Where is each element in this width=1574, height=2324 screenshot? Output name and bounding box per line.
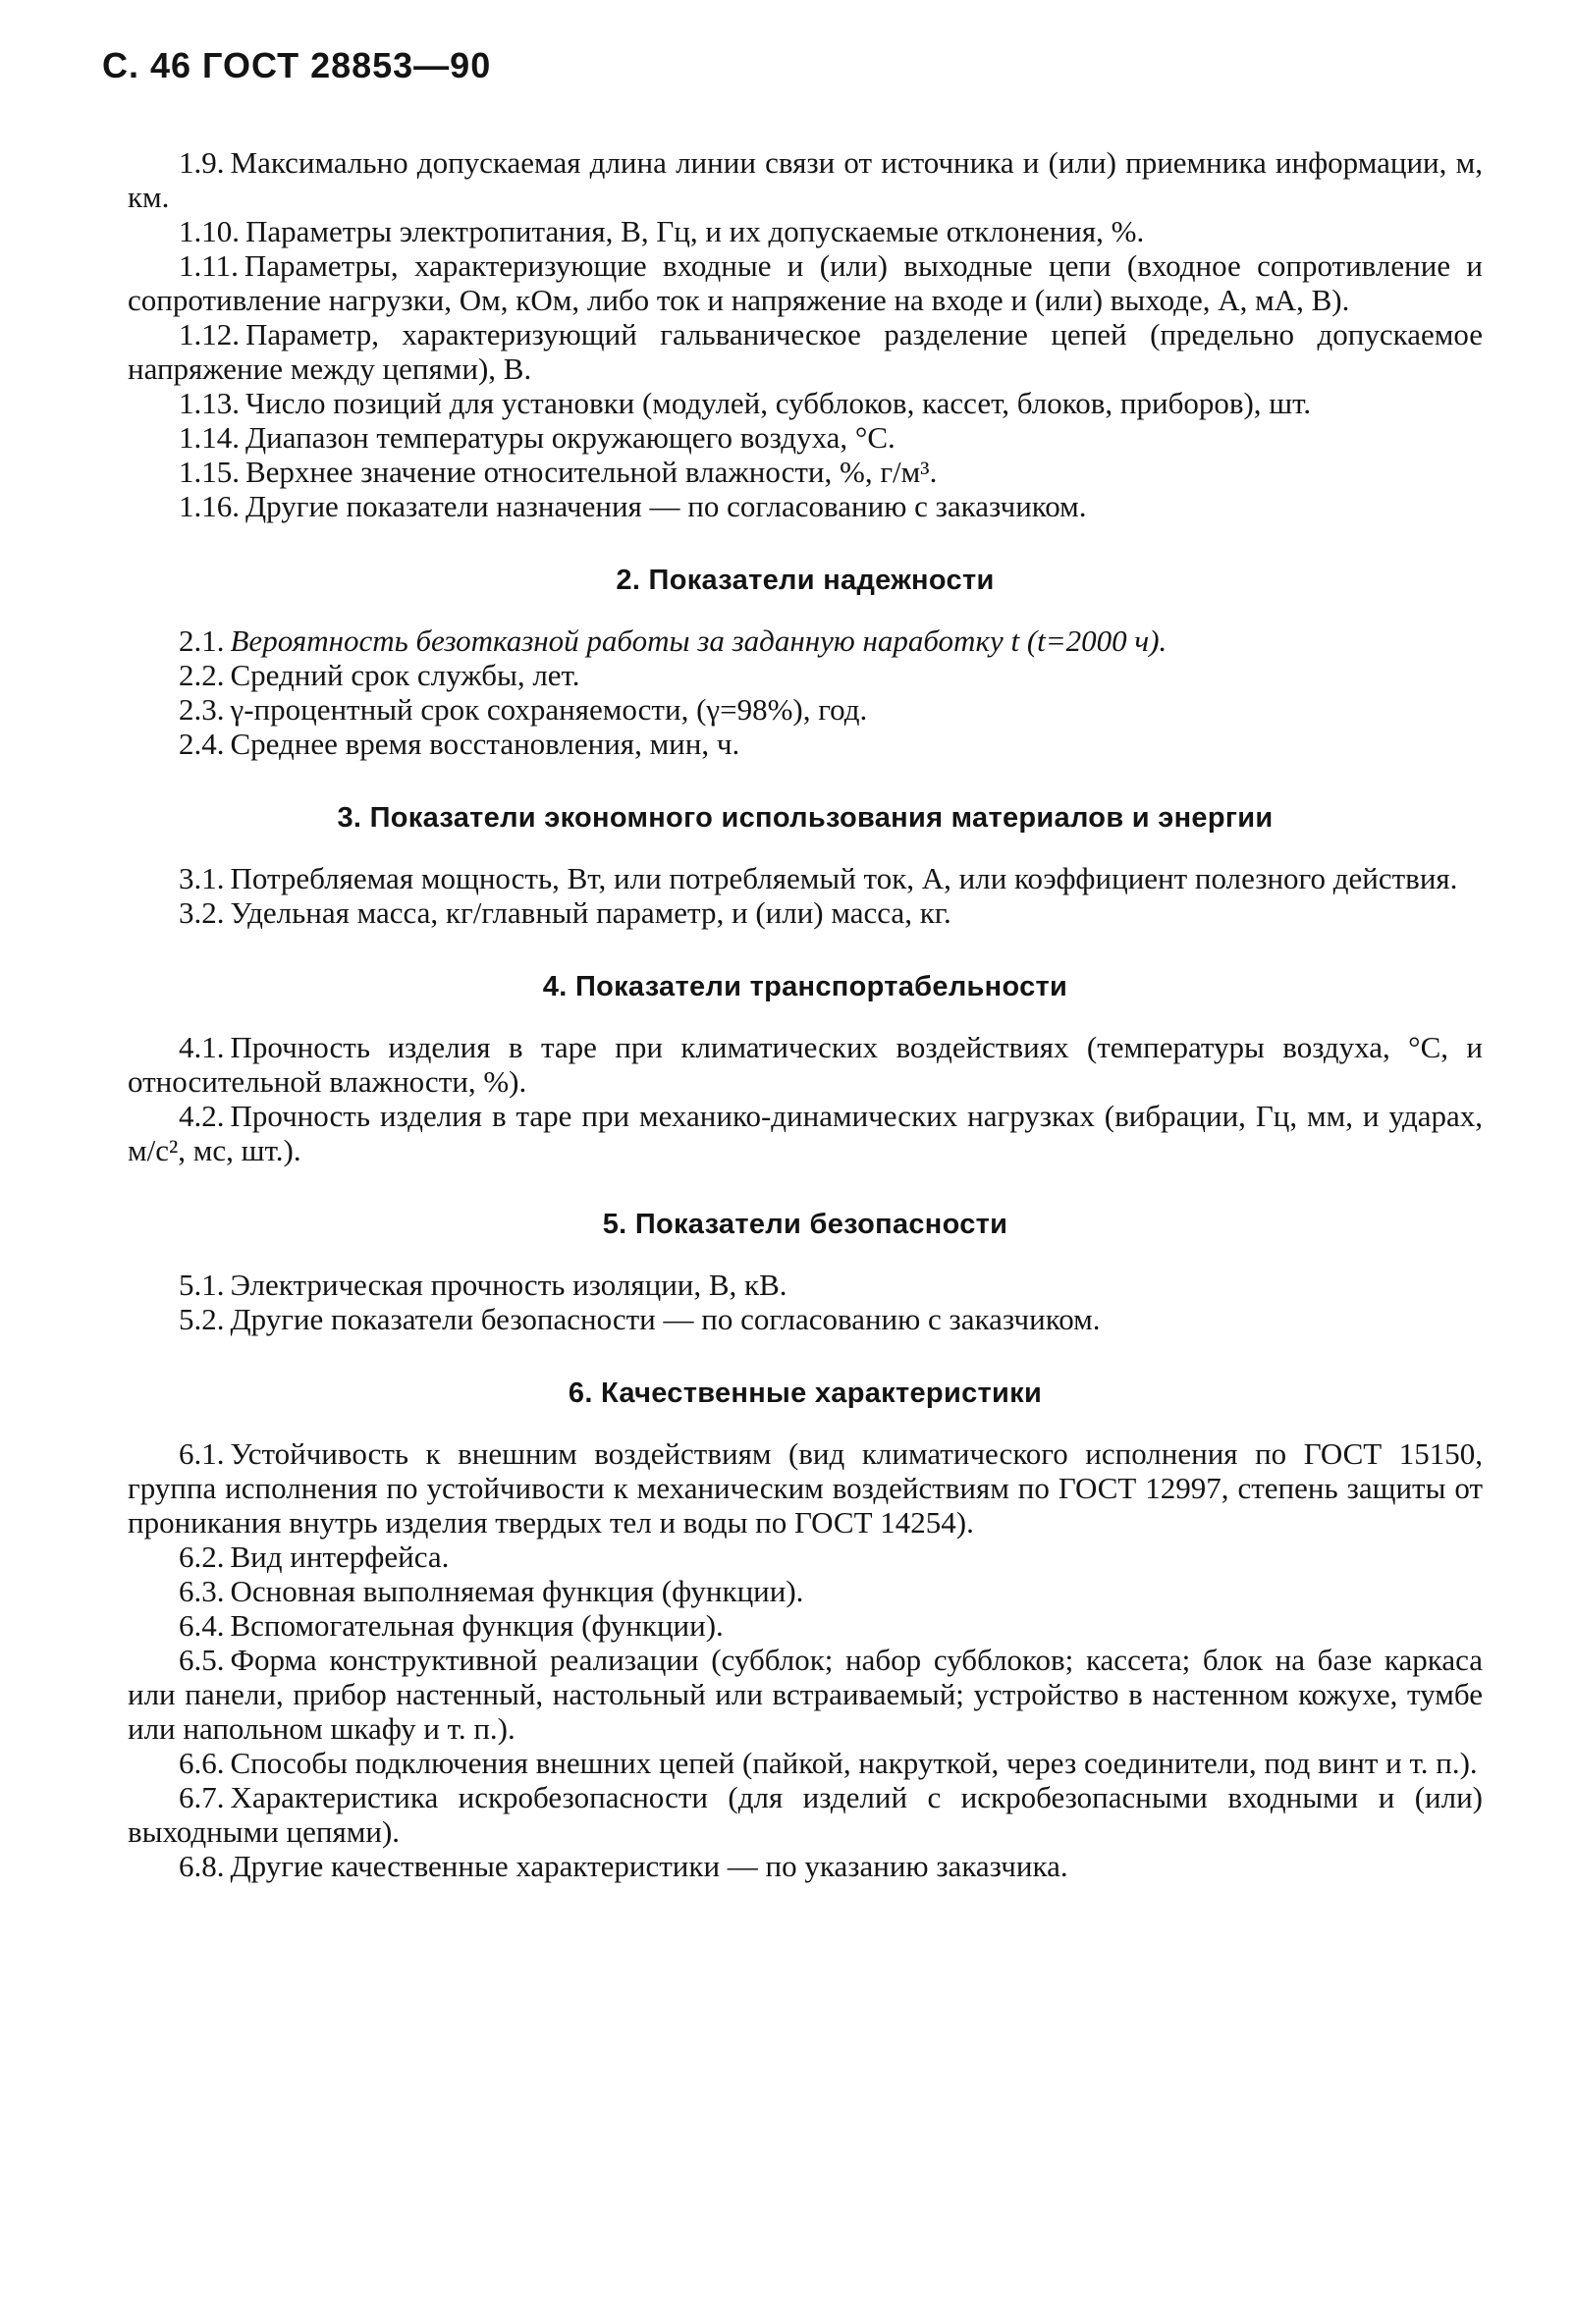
clause-number: 1.12. [179, 317, 240, 351]
clause-number: 2.2. [179, 658, 225, 692]
clause-text: Верхнее значение относительной влажности, %, г/м³. [245, 455, 938, 489]
clause-number: 1.10. [179, 214, 240, 248]
clause-5-1 [128, 1268, 1483, 1302]
clause-number: 5.2. [179, 1302, 225, 1336]
clause-text: Прочность изделия в таре при климатических воздействиях (температуры воздуха, °С, и относительной влажности, %). [128, 1030, 1483, 1099]
clause-number: 6.2. [179, 1540, 225, 1574]
clause-text: Основная выполняемая функция (функции). [230, 1574, 804, 1608]
clause-3-1 [128, 861, 1483, 895]
clause-number: 2.1. [179, 623, 225, 658]
clause-6-6 [128, 1746, 1483, 1780]
clause-1-14 [128, 420, 1483, 455]
clause-text: Прочность изделия в таре при механико-динамических нагрузках (вибрации, Гц, мм, и ударах, м/с², мс, шт.). [128, 1099, 1483, 1167]
clause-1-9 [128, 145, 1483, 214]
clause-2-2 [128, 658, 1483, 692]
section-economy [128, 800, 1483, 930]
clause-number: 5.1. [179, 1268, 225, 1302]
clause-text: Параметр, характеризующий гальваническое разделение цепей (предельно допускаемое напряжение между цепями), В. [128, 317, 1483, 386]
clause-text: Диапазон температуры окружающего воздуха, °С. [245, 420, 896, 455]
section-safety [128, 1207, 1483, 1336]
clause-text: Характеристика искробезопасности (для изделий с искробезопасными входными и (или) выходными цепями). [128, 1780, 1483, 1849]
clause-1-15 [128, 455, 1483, 489]
clause-number: 1.14. [179, 420, 240, 455]
clause-text: Способы подключения внешних цепей (пайкой, накруткой, через соединители, под винт и т. п.). [230, 1746, 1478, 1780]
clause-1-10 [128, 214, 1483, 248]
section-title: 3. Показатели экономного использования материалов и энергии [337, 802, 1274, 834]
section-title: 2. Показатели надежности [616, 565, 995, 596]
clause-number: 6.5. [179, 1643, 225, 1677]
clause-4-1 [128, 1030, 1483, 1099]
clause-text: Другие показатели назначения — по согласованию с заказчиком. [245, 489, 1087, 523]
clause-number: 6.8. [179, 1849, 225, 1883]
section-title: 5. Показатели безопасности [602, 1209, 1008, 1240]
clause-text: Форма конструктивной реализации (субблок; набор субблоков; кассета; блок на базе каркаса или панели, прибор настенный, настольный или встраиваемый; устройство в настенном кожухе, тумбе или напольном шкафу и т. п.). [128, 1643, 1483, 1746]
clause-text: Вероятность безотказной работы за заданную наработку t (t=2000 ч). [230, 623, 1167, 658]
clause-1-12 [128, 317, 1483, 386]
clause-6-1 [128, 1436, 1483, 1540]
clause-text: Среднее время восстановления, мин, ч. [230, 727, 740, 761]
clause-number: 1.15. [179, 455, 240, 489]
clause-6-5 [128, 1643, 1483, 1746]
section-reliability [128, 563, 1483, 761]
clause-2-4 [128, 727, 1483, 761]
clause-number: 3.2. [179, 895, 225, 930]
clause-number: 2.3. [179, 692, 225, 727]
clause-text: Устойчивость к внешним воздействиям (вид климатического исполнения по ГОСТ 15150, группа исполнения по устойчивости к механическим воздействиям по ГОСТ 12997, степень защиты от проникания внутрь изделия твердых тел и воды по ГОСТ 14254). [128, 1436, 1483, 1540]
clause-1-11 [128, 248, 1483, 317]
clause-number: 1.9. [179, 145, 225, 180]
clause-number: 1.11. [179, 248, 239, 283]
section-title: 4. Показатели транспортабельности [542, 971, 1068, 1002]
clause-number: 1.13. [179, 386, 240, 420]
clause-text: Параметры, характеризующие входные и (или) выходные цепи (входное сопротивление и сопротивление нагрузки, Ом, кОм, либо ток и напряжение на входе и (или) выходе, А, мА, В). [128, 248, 1483, 317]
clause-number: 4.1. [179, 1030, 225, 1064]
clause-number: 3.1. [179, 861, 225, 895]
clause-number: 6.6. [179, 1746, 225, 1780]
clause-6-3 [128, 1574, 1483, 1608]
clause-6-7 [128, 1780, 1483, 1849]
section-title: 6. Качественные характеристики [568, 1378, 1043, 1409]
clause-5-2 [128, 1302, 1483, 1336]
clause-text: Параметры электропитания, В, Гц, и их допускаемые отклонения, %. [245, 214, 1145, 248]
clause-text: Средний срок службы, лет. [230, 658, 580, 692]
section-purpose-indicators [128, 145, 1483, 523]
section-transportability [128, 969, 1483, 1167]
clause-number: 6.1. [179, 1436, 225, 1471]
clause-text: Максимально допускаемая длина линии связи от источника и (или) приемника информации, м, км. [128, 145, 1483, 214]
clause-text: Число позиций для установки (модулей, субблоков, кассет, блоков, приборов), шт. [245, 386, 1312, 420]
clause-4-2 [128, 1099, 1483, 1167]
clause-text: Удельная масса, кг/главный параметр, и (или) масса, кг. [230, 895, 951, 930]
clause-text: Электрическая прочность изоляции, В, кВ. [230, 1268, 787, 1302]
clause-2-3 [128, 692, 1483, 727]
clause-3-2 [128, 895, 1483, 930]
clause-text: Вид интерфейса. [230, 1540, 450, 1574]
clause-1-16 [128, 489, 1483, 523]
clause-text: Вспомогательная функция (функции). [230, 1608, 724, 1643]
clause-number: 6.7. [179, 1780, 225, 1814]
clause-text: Другие качественные характеристики — по указанию заказчика. [230, 1849, 1068, 1883]
clause-number: 6.3. [179, 1574, 225, 1608]
clause-number: 4.2. [179, 1099, 225, 1133]
clause-2-1 [128, 623, 1483, 658]
clause-number: 2.4. [179, 727, 225, 761]
clause-text: Другие показатели безопасности — по согласованию с заказчиком. [230, 1302, 1101, 1336]
clause-6-4 [128, 1608, 1483, 1643]
clause-6-8 [128, 1849, 1483, 1883]
clause-number: 1.16. [179, 489, 240, 523]
clause-text: γ-процентный срок сохраняемости, (γ=98%), год. [230, 692, 868, 727]
clause-1-13 [128, 386, 1483, 420]
page-header: С. 46 ГОСТ 28853—90 [102, 45, 492, 85]
clause-number: 6.4. [179, 1608, 225, 1643]
clause-6-2 [128, 1540, 1483, 1574]
section-qualitative [128, 1376, 1483, 1883]
clause-text: Потребляемая мощность, Вт, или потребляемый ток, А, или коэффициент полезного действия. [230, 861, 1458, 895]
document-body [128, 145, 1483, 1883]
